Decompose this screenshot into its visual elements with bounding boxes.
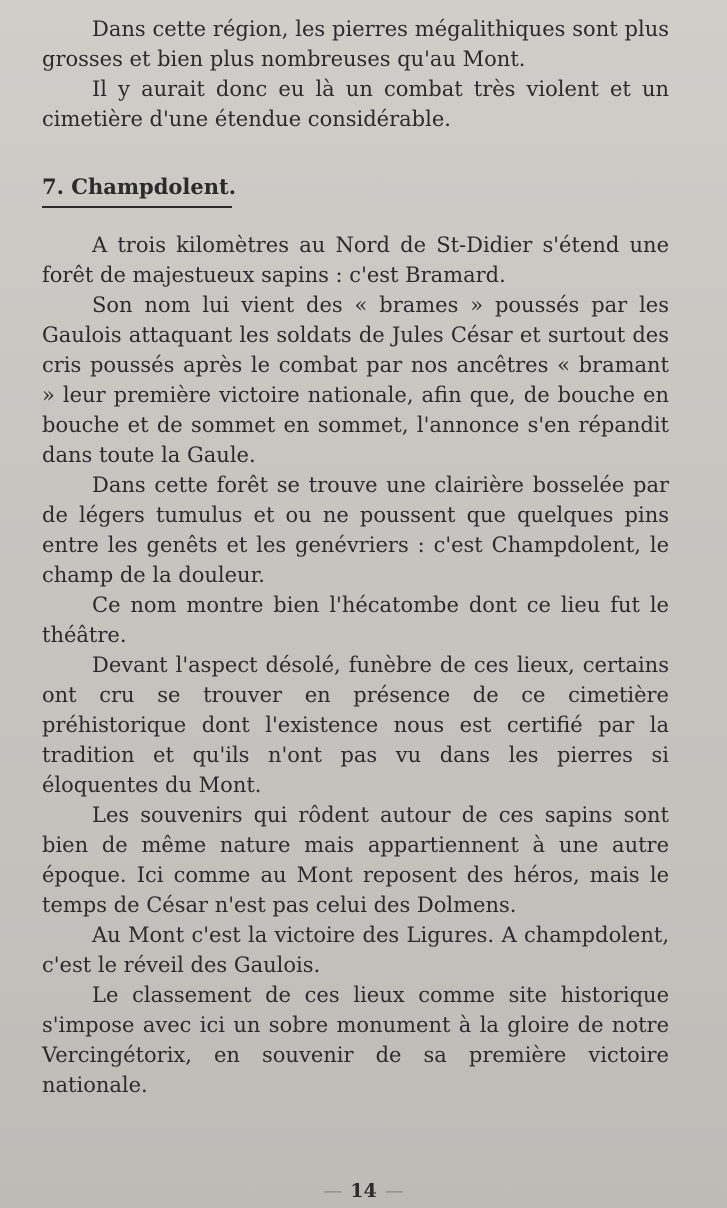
body-paragraph-2: Son nom lui vient des « brames » poussés par les Gaulois attaquant les soldats de Jules César et surtout des cris poussés après le combat par nos ancêtres « bramant » leur première victoire nationale, afin que, de bouche en bouche et de sommet en sommet, l'annonce s'en répandit dans toute la Gaule. [42,293,669,467]
body-paragraph-6: Les souvenirs qui rôdent autour de ces sapins sont bien de même nature mais appartiennent à une autre époque. Ici comme au Mont reposent des héros, mais le temps de César n'est pas celui des Dolmens. [42,803,669,917]
body-paragraph-3: Dans cette forêt se trouve une clairière bosselée par de légers tumulus et ou ne poussent que quelques pins entre les genêts et les genévriers : c'est Champdolent, le champ de la douleur. [42,473,669,587]
intro-paragraph-1: Dans cette région, les pierres mégalithiques sont plus grosses et bien plus nombreuses qu'au Mont. [42,17,669,71]
body-paragraph-4: Ce nom montre bien l'hécatombe dont ce lieu fut le théâtre. [42,593,669,647]
body-paragraph-5: Devant l'aspect désolé, funèbre de ces lieux, certains ont cru se trouver en présence de ce cimetière préhistorique dont l'existence nous est certifié par la tradition et qu'ils n'ont pas vu dans les pierres si éloquentes du Mont. [42,653,669,797]
section-heading [42,172,236,202]
section-heading-block [42,134,669,208]
body-paragraph-8: Le classement de ces lieux comme site historique s'impose avec ici un sobre monument à la gloire de notre Vercingétorix, en souvenir de sa première victoire nationale. [42,983,669,1097]
page-number-dash-left: — [323,1180,343,1202]
body-paragraph-1: A trois kilomètres au Nord de St-Didier s'étend une forêt de majestueux sapins : c'est Bramard. [42,233,669,287]
body-paragraph-7: Au Mont c'est la victoire des Ligures. A champdolent, c'est le réveil des Gaulois. [42,923,669,977]
page-number: 14 [350,1180,377,1202]
section-title: Champdolent. [71,174,237,199]
page-number-dash-right: — [384,1180,404,1202]
page-number-footer [0,1180,727,1202]
section-number: 7. [42,174,64,199]
intro-paragraph-2: Il y aurait donc eu là un combat très violent et un cimetière d'une étendue considérable. [42,77,669,131]
heading-underline [42,206,232,208]
